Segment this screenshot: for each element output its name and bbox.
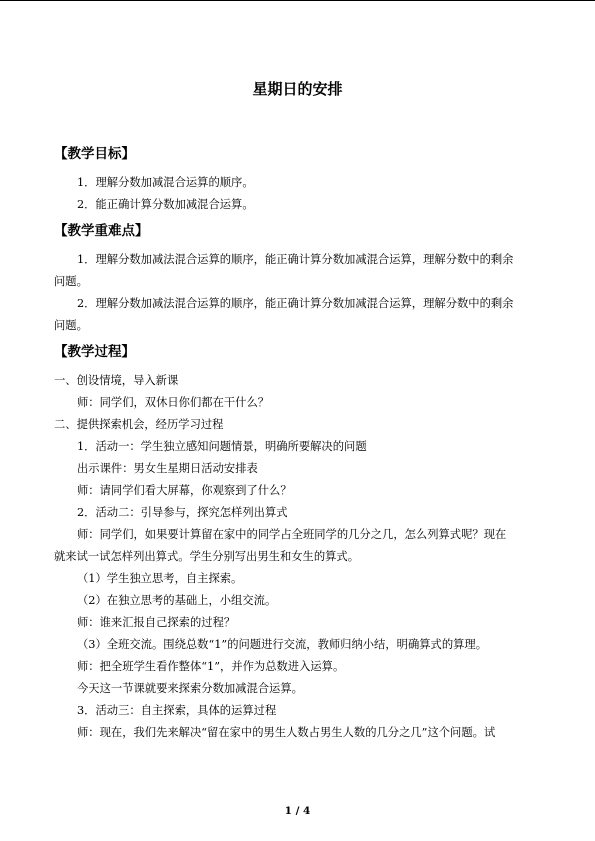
- process-line: 1．活动一：学生独立感知问题情景，明确所要解决的问题: [77, 440, 367, 453]
- section-heading-process: 【教学过程】: [54, 344, 135, 360]
- top-rule: [0, 0, 595, 1]
- goal-item: 2．能正确计算分数加减混合运算。: [77, 198, 254, 211]
- section-heading-goals: 【教学目标】: [54, 146, 135, 162]
- process-line: 师：谁来汇报自己探索的过程？: [77, 616, 236, 629]
- page-title: 星期日的安排: [252, 80, 343, 98]
- process-line: 师：现在，我们先来解决“留在家中的男生人数占男生人数的几分之几”这个问题。试: [77, 726, 496, 739]
- process-line: （1）学生独立思考，自主探索。: [77, 572, 243, 585]
- key-point-line: 2．理解分数加减法混合运算的顺序，能正确计算分数加减混合运算，理解分数中的剩余: [77, 297, 514, 310]
- key-point-line: 问题。: [54, 275, 88, 288]
- process-line: 师：同学们，如果要计算留在家中的同学占全班同学的几分之几，怎么列算式呢？现在: [77, 528, 507, 541]
- key-point-line: 1．理解分数加减法混合运算的顺序，能正确计算分数加减混合运算，理解分数中的剩余: [77, 253, 514, 266]
- process-line: 师：同学们，双休日你们都在干什么？: [77, 396, 270, 409]
- process-line: 2．活动二：引导参与，探究怎样列出算式: [77, 506, 288, 519]
- process-line: 一、创设情境，导入新课: [54, 374, 179, 387]
- process-line: （3）全班交流。围绕总数“1”的问题进行交流，教师归纳小结，明确算式的算理。: [77, 638, 488, 651]
- process-line: （2）在独立思考的基础上，小组交流。: [77, 594, 277, 607]
- section-heading-key-points: 【教学重难点】: [54, 223, 149, 239]
- process-line: 师：把全班学生看作整体“1”，并作为总数进入运算。: [77, 660, 345, 673]
- process-line: 就来试一试怎样列出算式。学生分别写出男生和女生的算式。: [54, 550, 360, 563]
- process-line: 二、提供探索机会，经历学习过程: [54, 418, 224, 431]
- process-line: 师：请同学们看大屏幕，你观察到了什么？: [77, 484, 292, 497]
- goal-item: 1．理解分数加减混合运算的顺序。: [77, 176, 254, 189]
- key-point-line: 问题。: [54, 319, 88, 332]
- process-line: 今天这一节课就要来探索分数加减混合运算。: [77, 682, 303, 695]
- process-line: 3．活动三：自主探索，具体的运算过程: [77, 704, 277, 717]
- page-number: 1 / 4: [284, 805, 311, 817]
- process-line: 出示课件：男女生星期日活动安排表: [77, 462, 258, 475]
